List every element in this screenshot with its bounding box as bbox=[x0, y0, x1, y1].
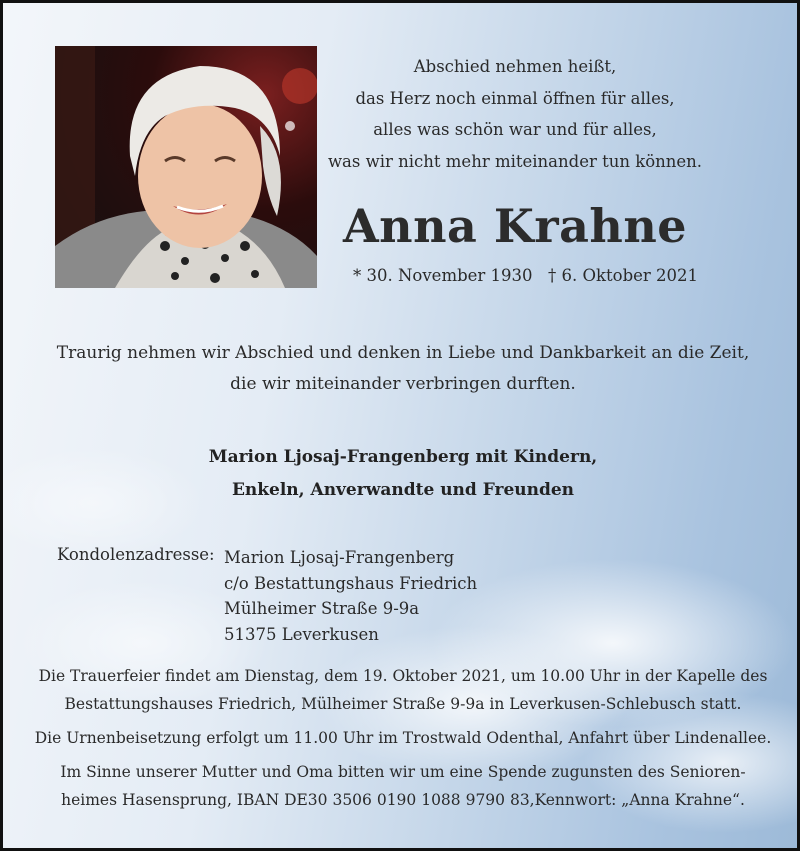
portrait-photo bbox=[55, 46, 317, 288]
ceremony-line-2: Bestattungshauses Friedrich, Mülheimer Straße 9-9a in Leverkusen-Schlebusch statt. bbox=[64, 695, 742, 713]
mourners bbox=[23, 441, 783, 507]
donation-line-2: heimes Hasensprung, IBAN DE30 3506 0190 1088 9790 83,Kennwort: „Anna Krahne“. bbox=[61, 791, 745, 809]
condolence-address bbox=[224, 545, 477, 647]
condolence-name: Marion Ljosaj-Frangenberg bbox=[224, 548, 455, 567]
condolence-care-of: c/o Bestattungshaus Friedrich bbox=[224, 573, 478, 593]
birth-date: * 30. November 1930 bbox=[353, 266, 533, 285]
burial-info bbox=[23, 724, 783, 752]
poem-line-3: alles was schön war und für alles, bbox=[373, 120, 657, 139]
ceremony-info bbox=[23, 662, 783, 718]
death-date: † 6. Oktober 2021 bbox=[548, 266, 699, 285]
poem-line-4: was wir nicht mehr miteinander tun können. bbox=[327, 151, 703, 171]
condolence-city: 51375 Leverkusen bbox=[224, 624, 379, 644]
poem-line-1: Abschied nehmen heißt, bbox=[413, 57, 617, 76]
donation-line-1: Im Sinne unserer Mutter und Oma bitten wir um eine Spende zugunsten des Senioren- bbox=[60, 763, 746, 781]
ceremony-line-1: Die Trauerfeier findet am Dienstag, dem 19. Oktober 2021, um 10.00 Uhr in der Kapelle des bbox=[38, 667, 768, 685]
mourners-line-1: Marion Ljosaj-Frangenberg mit Kindern, bbox=[208, 447, 598, 467]
condolence-label: Kondolenzadresse: bbox=[57, 545, 215, 564]
donation-info bbox=[23, 758, 783, 814]
mourners-line-2: Enkeln, Anverwandte und Freunden bbox=[231, 480, 575, 500]
condolence-street: Mülheimer Straße 9-9a bbox=[224, 599, 420, 618]
burial-line: Die Urnenbeisetzung erfolgt um 11.00 Uhr im Trostwald Odenthal, Anfahrt über Lindenallee. bbox=[34, 729, 772, 747]
intro-text bbox=[23, 338, 783, 400]
intro-line-2: die wir miteinander verbringen durften. bbox=[230, 374, 576, 394]
deceased-name: Anna Krahne bbox=[342, 199, 688, 253]
poem bbox=[303, 51, 727, 177]
ceremony-notes bbox=[23, 662, 783, 820]
portrait-photo-icon bbox=[55, 46, 317, 288]
poem-line-2: das Herz noch einmal öffnen für alles, bbox=[355, 88, 675, 108]
intro-line-1: Traurig nehmen wir Abschied und denken in Liebe und Dankbarkeit an die Zeit, bbox=[56, 343, 750, 363]
